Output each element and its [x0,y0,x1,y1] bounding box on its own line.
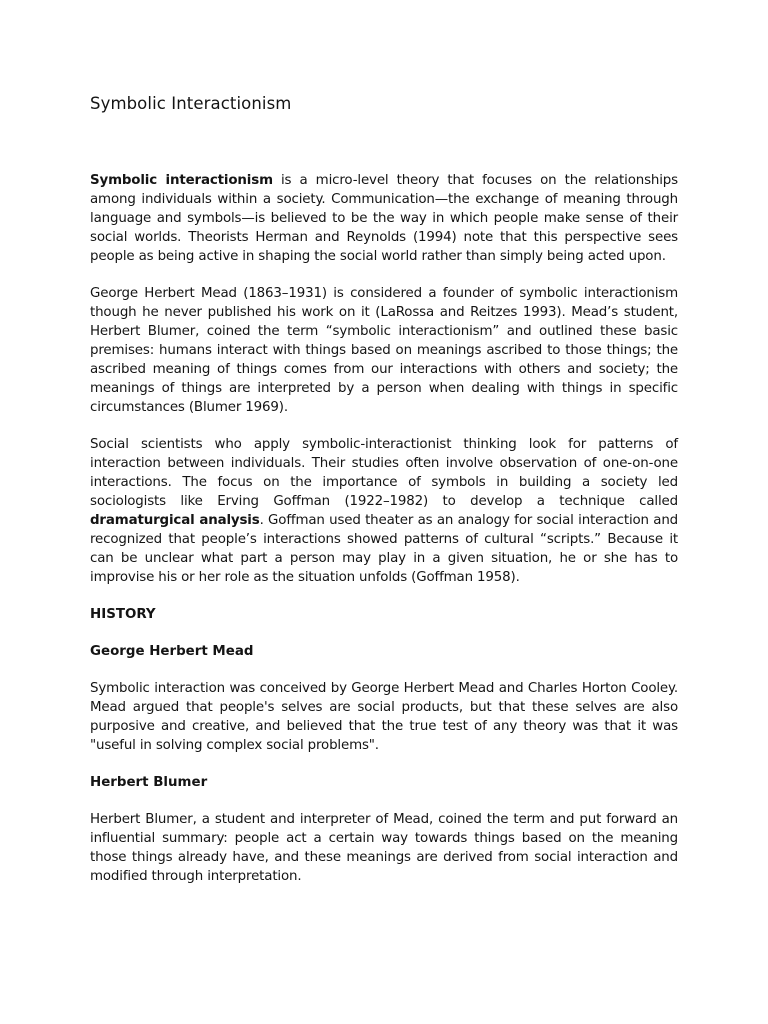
paragraph-goffman-text-before: Social scientists who apply symbolic-interactionist thinking look for patterns of interaction between individuals. Their studies often involve observation of one-on-one interactions. The focus on the importance of symbols in building a society led sociologists like Erving Goffman (1922–1982) to develop a technique called [90,437,678,509]
heading-blumer: Herbert Blumer [90,775,208,790]
paragraph-blumer: Herbert Blumer, a student and interpreter of Mead, coined the term and put forward an influential summary: people act a certain way towards things based on the meaning those things already have, and these meanings are derived from social interaction and modified through interpretation. [90,812,678,884]
term-symbolic-interactionism: Symbolic interactionism [90,173,273,188]
paragraph-goffman-text-after: . Goffman used theater as an analogy for social interaction and recognized that people’s interactions showed patterns of cultural “scripts.” Because it can be unclear what part a person may play in a given situation, he or she has to improvise his or her role as the situation unfolds (Goffman 1958). [90,513,679,585]
paragraph-mead: Symbolic interaction was conceived by George Herbert Mead and Charles Horton Cooley. Mead argued that people's selves are social products, but that these selves are also purposive and creative, and believed that the true test of any theory was that it was "useful in solving complex social problems". [90,681,678,753]
paragraph-intro-text: is a micro-level theory that focuses on the relationships among individuals within a society. Communication—the exchange of meaning through language and symbols—is believed to be the way in which people make sense of their social worlds. Theorists Herman and Reynolds (1994) note that this perspective sees people as being active in shaping the social world rather than simply being acted upon. [90,173,678,264]
heading-history: HISTORY [90,607,156,622]
paragraph-mead-founder: George Herbert Mead (1863–1931) is considered a founder of symbolic interactionism though he never published his work on it (LaRossa and Reitzes 1993). Mead’s student, Herbert Blumer, coined the term “symbolic interactionism” and outlined these basic premises: humans interact with things based on meanings ascribed to those things; the ascribed meaning of things comes from our interactions with others and society; the meanings of things are interpreted by a person when dealing with things in specific circumstances (Blumer 1969). [90,286,678,415]
paragraph-goffman [90,435,678,587]
page-title: Symbolic Interactionism [90,94,292,113]
heading-mead: George Herbert Mead [90,644,254,659]
paragraph-intro [90,171,678,266]
term-dramaturgical-analysis: dramaturgical analysis [90,513,260,528]
document-body [90,171,678,904]
